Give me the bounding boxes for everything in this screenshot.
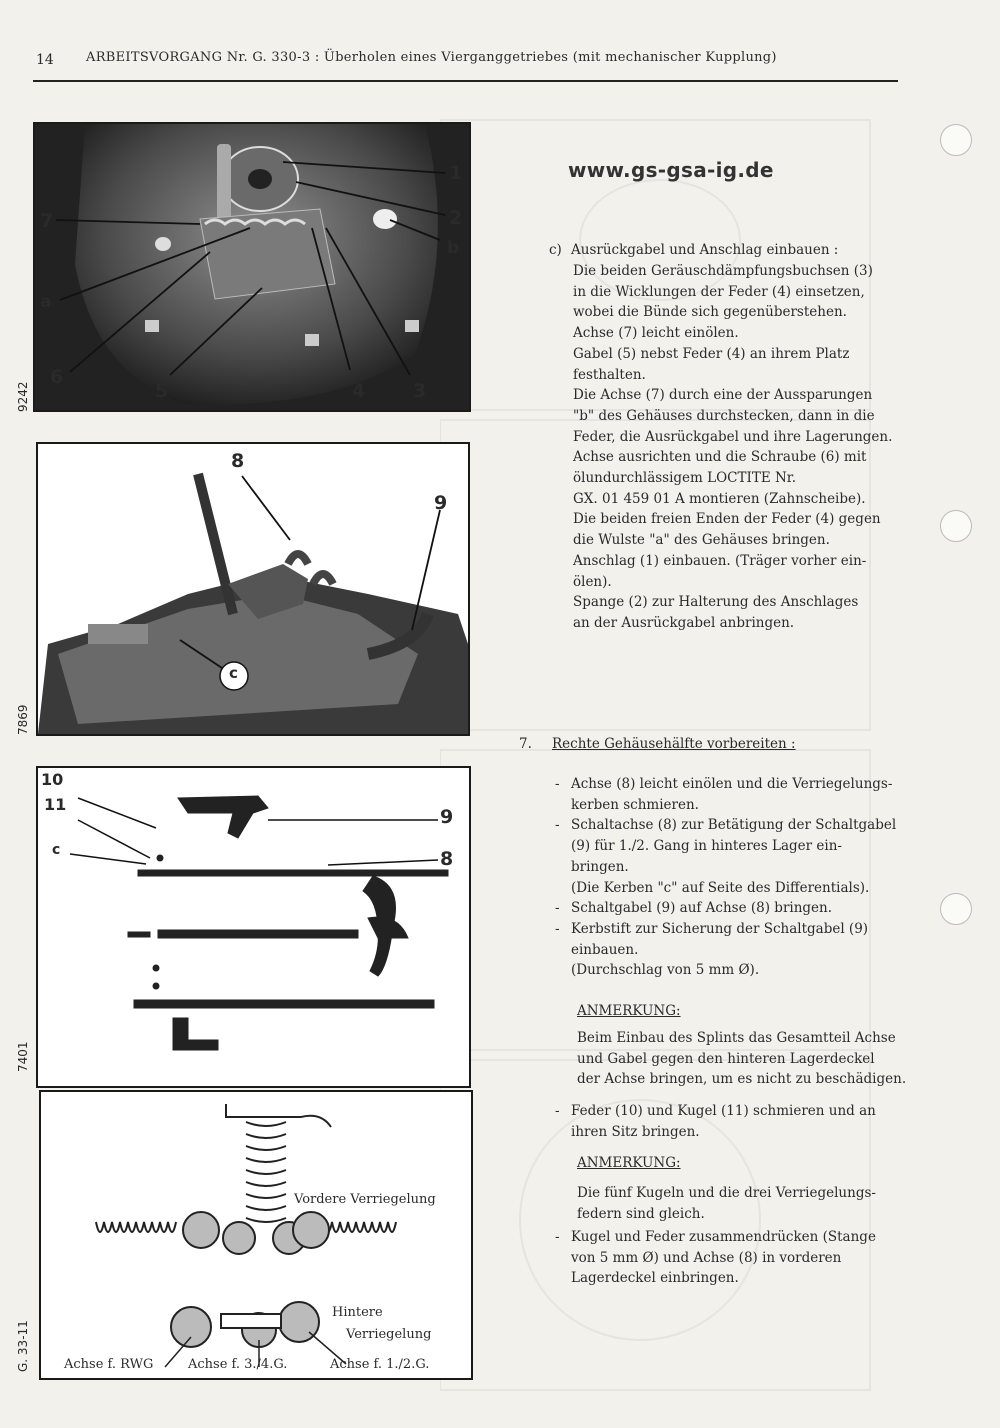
- label-rear-interlock-2: Verriegelung: [346, 1327, 432, 1342]
- section-c-label: c): [549, 242, 562, 258]
- label-axis-rwg: Achse f. RWG: [64, 1357, 154, 1372]
- callout-8: 8: [440, 848, 454, 870]
- section-7-bullets-3: [555, 1227, 915, 1289]
- text-line: und Gabel gegen den hinteren Lagerdeckel: [577, 1050, 875, 1067]
- callout-a: a: [40, 292, 52, 312]
- callout-3: 3: [413, 380, 427, 402]
- bullet-continuation: einbauen.: [571, 941, 639, 958]
- bullet-item: - Schaltachse (8) zur Betätigung der Schaltgabel: [555, 817, 897, 834]
- note1-heading: ANMERKUNG:: [577, 1003, 681, 1019]
- bullet-continuation: ihren Sitz bringen.: [571, 1123, 700, 1140]
- text-line: an der Ausrückgabel anbringen.: [573, 614, 795, 631]
- text-line: festhalten.: [573, 366, 646, 383]
- callout-4: 4: [352, 380, 366, 402]
- website-watermark: www.gs-gsa-ig.de: [568, 158, 774, 182]
- header-rule: [33, 80, 898, 82]
- bullet-item: - Schaltgabel (9) auf Achse (8) bringen.: [555, 900, 833, 917]
- callout-11: 11: [44, 795, 67, 814]
- figure-number: 7401: [16, 1041, 30, 1072]
- section-c-heading: Ausrückgabel und Anschlag einbauen :: [571, 242, 839, 258]
- text-line: der Achse bringen, um es nicht zu beschädigen.: [577, 1071, 907, 1088]
- figure-number: 7869: [16, 704, 30, 735]
- note2-heading: ANMERKUNG:: [577, 1155, 681, 1171]
- bullet-continuation: Lagerdeckel einbringen.: [571, 1270, 739, 1287]
- text-line: Die fünf Kugeln und die drei Verriegelungs-: [577, 1185, 876, 1201]
- page-number: 14: [36, 52, 54, 68]
- figure-number: 9242: [16, 381, 30, 412]
- callout-9: 9: [440, 806, 454, 828]
- text-line: in die Wicklungen der Feder (4) einsetzen,: [573, 283, 865, 300]
- bullet-continuation: (Die Kerben "c" auf Seite des Differentials).: [571, 879, 870, 896]
- figure1-leader-lines: [0, 100, 470, 420]
- header-title: ARBEITSVORGANG Nr. G. 330-3 : Überholen eines Vierganggetriebes (mit mechanischer Kupplung): [86, 50, 777, 65]
- note1-body: [577, 1028, 917, 1090]
- callout-1: 1: [449, 162, 463, 184]
- bullet-continuation: kerben schmieren.: [571, 796, 699, 813]
- bullet-item: - Achse (8) leicht einölen und die Verriegelungs-: [555, 776, 893, 792]
- callout-8: 8: [231, 450, 245, 472]
- text-line: Achse (7) leicht einölen.: [573, 325, 739, 342]
- text-line: die Wulste "a" des Gehäuses bringen.: [573, 532, 830, 549]
- note2-body: [577, 1183, 917, 1224]
- bullet-continuation: von 5 mm Ø) und Achse (8) in vorderen: [571, 1249, 842, 1266]
- text-line: GX. 01 459 01 A montieren (Zahnscheibe).: [573, 490, 866, 507]
- callout-c: c: [229, 664, 238, 682]
- bullet-item: - Kugel und Feder zusammendrücken (Stange: [555, 1229, 876, 1245]
- text-line: Die Achse (7) durch eine der Aussparungen: [573, 387, 873, 404]
- text-line: Gabel (5) nebst Feder (4) an ihrem Platz: [573, 345, 850, 362]
- punch-hole: [940, 893, 972, 925]
- label-axis-12: Achse f. 1./2.G.: [330, 1357, 430, 1372]
- bullet-continuation: (9) für 1./2. Gang in hinteres Lager ein-: [571, 838, 842, 855]
- text-line: federn sind gleich.: [577, 1205, 705, 1222]
- callout-5: 5: [155, 380, 169, 402]
- text-line: wobei die Bünde sich gegenüberstehen.: [573, 304, 847, 321]
- callout-2: 2: [449, 207, 463, 229]
- callout-7: 7: [40, 210, 54, 232]
- bullet-continuation: bringen.: [571, 858, 629, 875]
- callout-10: 10: [41, 770, 64, 789]
- punch-hole: [940, 124, 972, 156]
- label-front-interlock: Vordere Verriegelung: [294, 1192, 436, 1207]
- text-line: Achse ausrichten und die Schraube (6) mit: [573, 449, 867, 466]
- callout-9: 9: [434, 492, 448, 514]
- figure-number: G. 33-11: [16, 1320, 30, 1372]
- callout-b: b: [447, 238, 460, 258]
- section-7-heading: Rechte Gehäusehälfte vorbereiten :: [552, 736, 796, 752]
- text-line: Die beiden freien Enden der Feder (4) gegen: [573, 511, 881, 528]
- label-axis-34: Achse f. 3./4.G.: [188, 1357, 288, 1372]
- figure2-leader-lines: [0, 440, 470, 740]
- shift-rods-drawing: [38, 768, 469, 1086]
- punch-hole: [940, 510, 972, 542]
- bullet-item: - Feder (10) und Kugel (11) schmieren und an: [555, 1103, 876, 1119]
- callout-6: 6: [50, 366, 64, 388]
- figure-shift-rods: [36, 766, 471, 1088]
- text-line: Spange (2) zur Halterung des Anschlages: [573, 594, 859, 611]
- text-line: Beim Einbau des Splints das Gesamtteil Achse: [577, 1030, 896, 1046]
- section-7-bullets-1: [555, 774, 915, 981]
- section-c-body: [573, 261, 903, 634]
- text-line: "b" des Gehäuses durchstecken, dann in die: [573, 407, 875, 424]
- text-line: Anschlag (1) einbauen. (Träger vorher ein-: [573, 552, 867, 569]
- section-7-bullets-2: [555, 1101, 915, 1142]
- text-line: ölundurchlässigem LOCTITE Nr.: [573, 470, 797, 487]
- section-7-number: 7.: [519, 736, 532, 752]
- text-line: Die beiden Geräuschdämpfungsbuchsen (3): [573, 263, 873, 279]
- text-line: ölen).: [573, 573, 612, 590]
- text-line: Feder, die Ausrückgabel und ihre Lagerungen.: [573, 428, 893, 445]
- bullet-item: - Kerbstift zur Sicherung der Schaltgabel (9): [555, 920, 869, 937]
- label-rear-interlock-1: Hintere: [332, 1305, 383, 1320]
- callout-c: c: [52, 842, 61, 858]
- bullet-continuation: (Durchschlag von 5 mm Ø).: [571, 962, 760, 979]
